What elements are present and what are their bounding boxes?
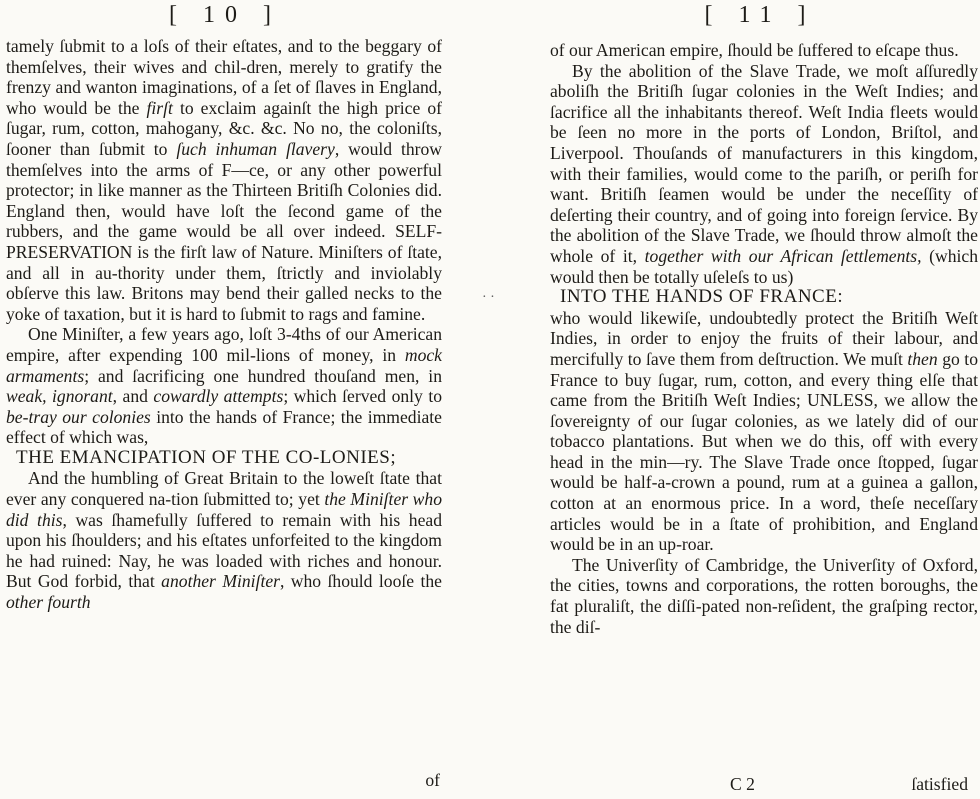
- catchword: ſatisfied: [911, 774, 968, 794]
- body-text: [550, 40, 978, 637]
- catchword: of: [425, 770, 440, 790]
- signature-mark: C 2: [730, 774, 755, 794]
- paragraph: of our American empire, ſhould be ſuffered to eſcape thus.: [550, 40, 959, 60]
- section-heading: INTO THE HANDS OF FRANCE:: [560, 286, 844, 308]
- page-number: [ 11 ]: [704, 2, 816, 28]
- gutter-mark: · ·: [482, 290, 495, 305]
- paragraph: By the abolition of the Slave Trade, we moſt aſſuredly aboliſh the Britiſh ſugar colonies in the Weſt Indies; and ſacrifice all the inhabitants thereof. Weſt India fleets would be ſeen no more in the ports of London, Briſtol, and Liverpool. Thouſands of manufacturers in this kingdom, with their families, would come to the pariſh, or periſh for want. Britiſh ſeamen would be under the neceſſity of deſerting their country, and of going into foreign ſervice. By the abolition of the Slave Trade, we ſhould throw almoſt the whole of it, together with our African ſettlements, (which would then be totally uſeleſs to us): [550, 60, 978, 287]
- paragraph: And the humbling of Great Britain to the loweſt ſtate that ever any conquered na-tion ſubmitted to; yet the Miniſter who did this, was ſhamefully ſuffered to remain with his head upon his ſhoulders; and his eſtates unforfeited to the kingdom he had ruined: Nay, he was loaded with riches and honour. But God forbid, that another Miniſter, who ſhould looſe the other fourth: [6, 468, 443, 613]
- right-page: [540, 0, 980, 799]
- body-text: [6, 36, 442, 613]
- left-page: [0, 0, 450, 799]
- page-number: [ 10 ]: [169, 2, 281, 28]
- paragraph: tamely ſubmit to a loſs of their eſtates, and to the beggary of themſelves, their wives and chil-dren, merely to gratify the frenzy and wanton imaginations, of a ſet of ſlaves in England, who would be the firſt to exclaim againſt the high price of ſugar, rum, cotton, mahogany, &c. &c. No no, the coloniſts, ſooner than ſubmit to ſuch inhuman ſlavery, would throw themſelves into the arms of F—ce, or any other powerful protector; in like manner as the Thirteen Britiſh Colonies did. England then, would have loſt the ſecond game of the rubbers, and the game would be all over indeed. SELF-PRESERVATION is the firſt law of Nature. Miniſters of ſtate, and all in au-thority under them, ſtrictly and inviolably obſerve this law. Britons may bend their galled necks to the yoke of taxation, but it is hard to ſubmit to rags and famine.: [6, 36, 442, 324]
- paragraph: The Univerſity of Cambridge, the Univerſity of Oxford, the cities, towns and corporations, the rotten boroughs, the fat pluraliſt, the diſſi-pated non-reſident, the graſping rector, the diſ-: [550, 554, 978, 637]
- section-heading: THE EMANCIPATION OF THE CO-LONIES;: [16, 446, 397, 468]
- paragraph: who would likewiſe, undoubtedly protect the Britiſh Weſt Indies, in order to enjoy the fruits of their labour, and mercifully to ſave them from deſtruction. We muſt then go to France to buy ſugar, rum, cotton, and every thing elſe that came from the Britiſh Weſt Indies; UNLESS, we allow the ſovereignty of our ſugar colonies, as we lately did of our tobacco plantations. But when we do this, off with every head in the min—ry. The Slave Trade once ſtopped, ſugar would be half-a-crown a pound, rum at a guinea a gallon, cotton at an enormous price. In a word, theſe neceſſary articles would be in a ſtate of prohibition, and England would be in an up-roar.: [550, 307, 978, 555]
- page-footer: [550, 773, 978, 795]
- paragraph: One Miniſter, a few years ago, loſt 3-4ths of our American empire, after expending 100 mil-lions of money, in mock armaments; and ſacrificing one hundred thouſand men, in weak, ignorant, and cowardly attempts; which ſerved only to be-tray our colonies into the hands of France; the immediate effect of which was,: [6, 324, 443, 448]
